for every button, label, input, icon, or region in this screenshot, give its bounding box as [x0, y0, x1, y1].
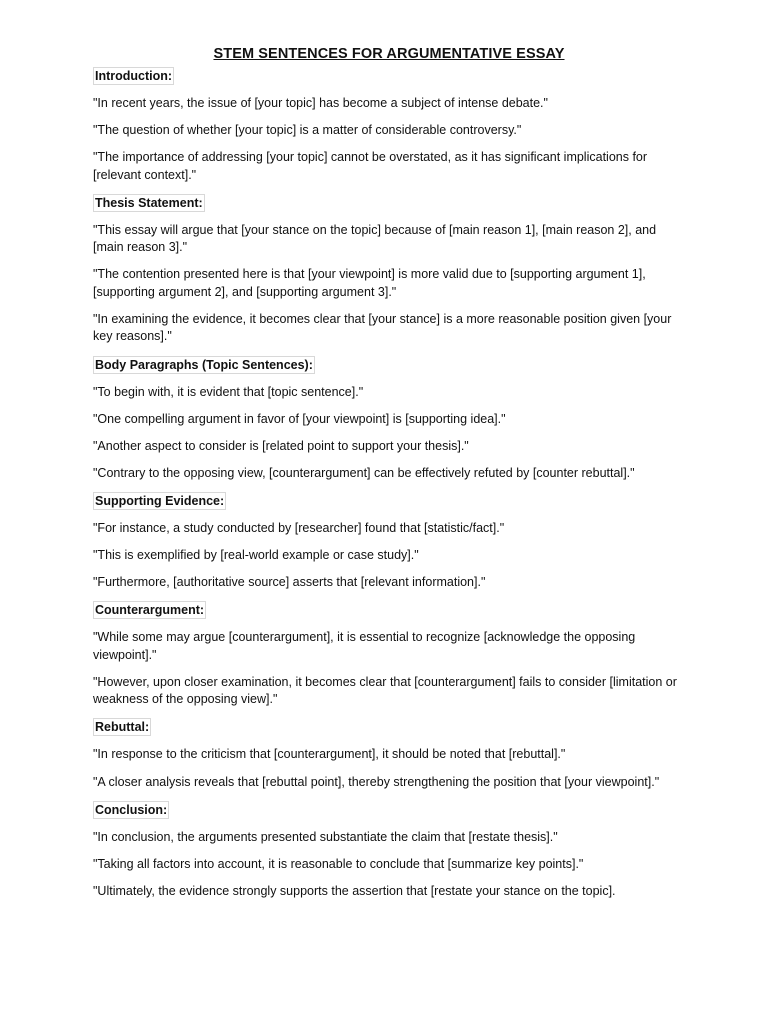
stem-sentence: "For instance, a study conducted by [researcher] found that [statistic/fact]."	[93, 520, 505, 535]
section-heading: Body Paragraphs (Topic Sentences):	[95, 357, 313, 372]
stem-sentence: "The contention presented here is that [your viewpoint] is more valid due to [supporting argument 1], [supporting argument 2], and [supporting argument 3]."	[93, 267, 646, 299]
stem-sentence: "Contrary to the opposing view, [counterargument] can be effectively refuted by [counter rebuttal]."	[93, 465, 635, 480]
stem-sentence: "To begin with, it is evident that [topic sentence]."	[93, 384, 364, 399]
stem-sentence: "In conclusion, the arguments presented substantiate the claim that [restate thesis]."	[93, 829, 558, 844]
sections-container	[93, 67, 685, 900]
stem-sentence: "While some may argue [counterargument], it is essential to recognize [acknowledge the opposing viewpoint]."	[93, 630, 636, 662]
section-heading: Introduction:	[95, 69, 173, 83]
stem-sentence: "Another aspect to consider is [related point to support your thesis]."	[93, 438, 469, 453]
stem-sentence: "The importance of addressing [your topic] cannot be overstated, as it has significant implications for [relevant context]."	[93, 150, 648, 182]
stem-sentence: "Taking all factors into account, it is reasonable to conclude that [summarize key points]."	[93, 856, 584, 871]
stem-sentence: "This essay will argue that [your stance on the topic] because of [main reason 1], [main reason 2], and [main reason 3]."	[93, 222, 657, 255]
stem-sentence: "Furthermore, [authoritative source] asserts that [relevant information]."	[93, 575, 486, 590]
stem-sentence: "A closer analysis reveals that [rebuttal point], thereby strengthening the position that [your viewpoint]."	[93, 774, 660, 789]
section-rebuttal	[93, 718, 685, 791]
section-heading: Conclusion:	[95, 802, 168, 817]
section-supporting-evidence	[93, 492, 685, 592]
section-conclusion	[93, 801, 685, 901]
document-page	[93, 44, 685, 910]
stem-sentence: "However, upon closer examination, it becomes clear that [counterargument] fails to consider [limitation or weakness of the opposing view]."	[93, 674, 677, 707]
document-title: STEM SENTENCES FOR ARGUMENTATIVE ESSAY	[213, 46, 565, 62]
stem-sentence: "In examining the evidence, it becomes clear that [your stance] is a more reasonable position given [your key reasons]."	[93, 311, 672, 344]
section-heading: Supporting Evidence:	[95, 493, 225, 508]
section-counterargument	[93, 601, 685, 709]
stem-sentence: "In response to the criticism that [counterargument], it should be noted that [rebuttal]."	[93, 747, 566, 762]
stem-sentence: "One compelling argument in favor of [your viewpoint] is [supporting idea]."	[93, 411, 506, 426]
stem-sentence: "This is exemplified by [real-world example or case study]."	[93, 548, 419, 563]
section-heading: Thesis Statement:	[95, 195, 203, 210]
section-body-paragraphs-topic-sentences	[93, 356, 685, 483]
stem-sentence: "The question of whether [your topic] is a matter of considerable controversy."	[93, 123, 522, 138]
section-heading: Counterargument:	[95, 603, 205, 618]
section-thesis-statement	[93, 194, 685, 346]
section-introduction	[93, 67, 685, 184]
section-heading: Rebuttal:	[95, 720, 150, 735]
stem-sentence: "In recent years, the issue of [your topic] has become a subject of intense debate."	[93, 96, 548, 110]
stem-sentence: "Ultimately, the evidence strongly supports the assertion that [restate your stance on the topic].	[93, 883, 616, 898]
